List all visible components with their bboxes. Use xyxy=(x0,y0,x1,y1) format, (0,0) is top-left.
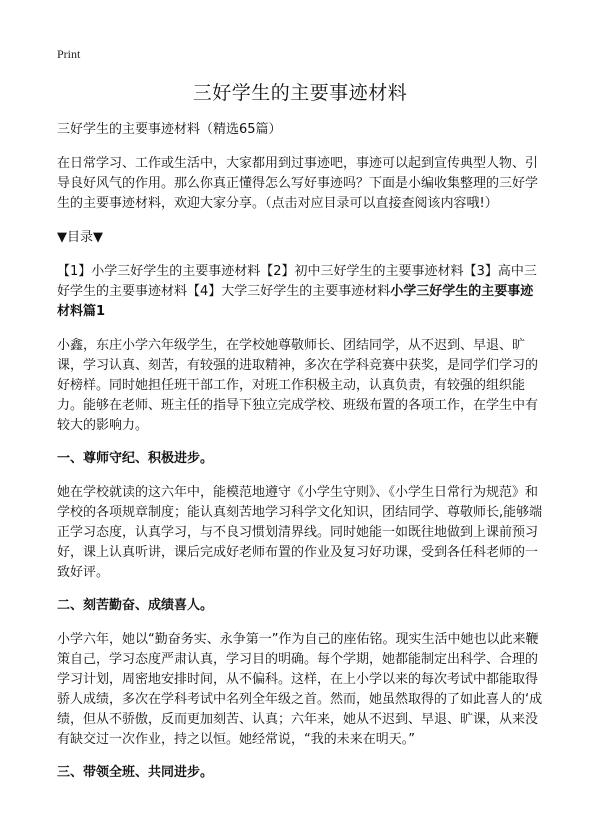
toc-link-4[interactable]: 【4】大学三好学生的主要事迹材料 xyxy=(187,284,391,299)
body-paragraph-2: 她在学校就读的这六年中，能模范地遵守《小学生守则》、《小学生日常行为规范》和学校的各项规章制度；能认真刻苦地学习科学文化知识，团结同学、尊敬师长,能够端正学习态度，认真学习，与不良习惯划清界线。同时她能一如既往地做到上课前预习好，课上认真听讲，课后完成好老师布置的作业及复习好功课，受到各任科老师的一致好评。 xyxy=(57,485,543,580)
table-of-contents xyxy=(57,262,545,322)
subtitle: 三好学生的主要事迹材料（精选65篇） xyxy=(57,122,282,137)
section-heading-3: 三、带领全班、共同进步。 xyxy=(57,765,214,780)
print-label[interactable]: Print xyxy=(57,47,81,61)
section-heading-1: 一、尊师守纪、积极进步。 xyxy=(57,451,214,466)
toc-label: ▼目录▼ xyxy=(57,230,103,245)
body-paragraph-3: 小学六年，她以“勤奋务实、永争第一”作为自己的座佑铭。现实生活中她也以此来鞭策自己，学习态度严肃认真，学习目的明确。每个学期，她都能制定出科学、合理的学习计划，周密地安排时间，从不偏科。这样，在上小学以来的每次考试中都能取得骄人成绩，多次在学科考试中名列全年级之首。然而，她虽然取得的了如此喜人的‘成绩，但从不骄傲，反而更加刻苦、认真；六年来，她从不迟到、早退、旷课，从来没有缺交过一次作业，持之以恒。她经常说，“我的未来在明天。” xyxy=(57,632,543,747)
intro-paragraph: 在日常学习、工作或生活中，大家都用到过事迹吧，事迹可以起到宣传典型人物、引导良好风气的作用。那么你真正懂得怎么写好事迹吗？下面是小编收集整理的三好学生的主要事迹材料，欢迎大家分享。（点击对应目录可以直接查阅该内容哦!） xyxy=(57,156,539,211)
page-title: 三好学生的主要事迹材料 xyxy=(192,82,408,104)
section-title: 小学三好学生的主要事迹材料篇1 xyxy=(57,284,534,319)
toc-link-2[interactable]: 【2】初中三好学生的主要事迹材料 xyxy=(260,264,464,279)
body-paragraph-1: 小鑫，东庄小学六年级学生，在学校她尊敬师长、团结同学，从不迟到、早退、旷课，学习认真、刻苦，有较强的进取精神，多次在学科竞赛中获奖，是同学们学习的好榜样。同时她担任班干部工作，对班工作积极主动，认真负责，有较强的组织能力。能够在老师、班主任的指导下独立完成学校、班级布置的各项工作，在学生中有较大的影响力。 xyxy=(57,338,539,433)
toc-link-1[interactable]: 【1】小学三好学生的主要事迹材料 xyxy=(57,264,261,279)
document-body xyxy=(57,120,545,797)
toc-link-3[interactable]: 【3】高中三好学生的主要事迹材料 xyxy=(57,264,537,299)
section-heading-2: 二、刻苦勤奋、成绩喜人。 xyxy=(57,598,214,613)
